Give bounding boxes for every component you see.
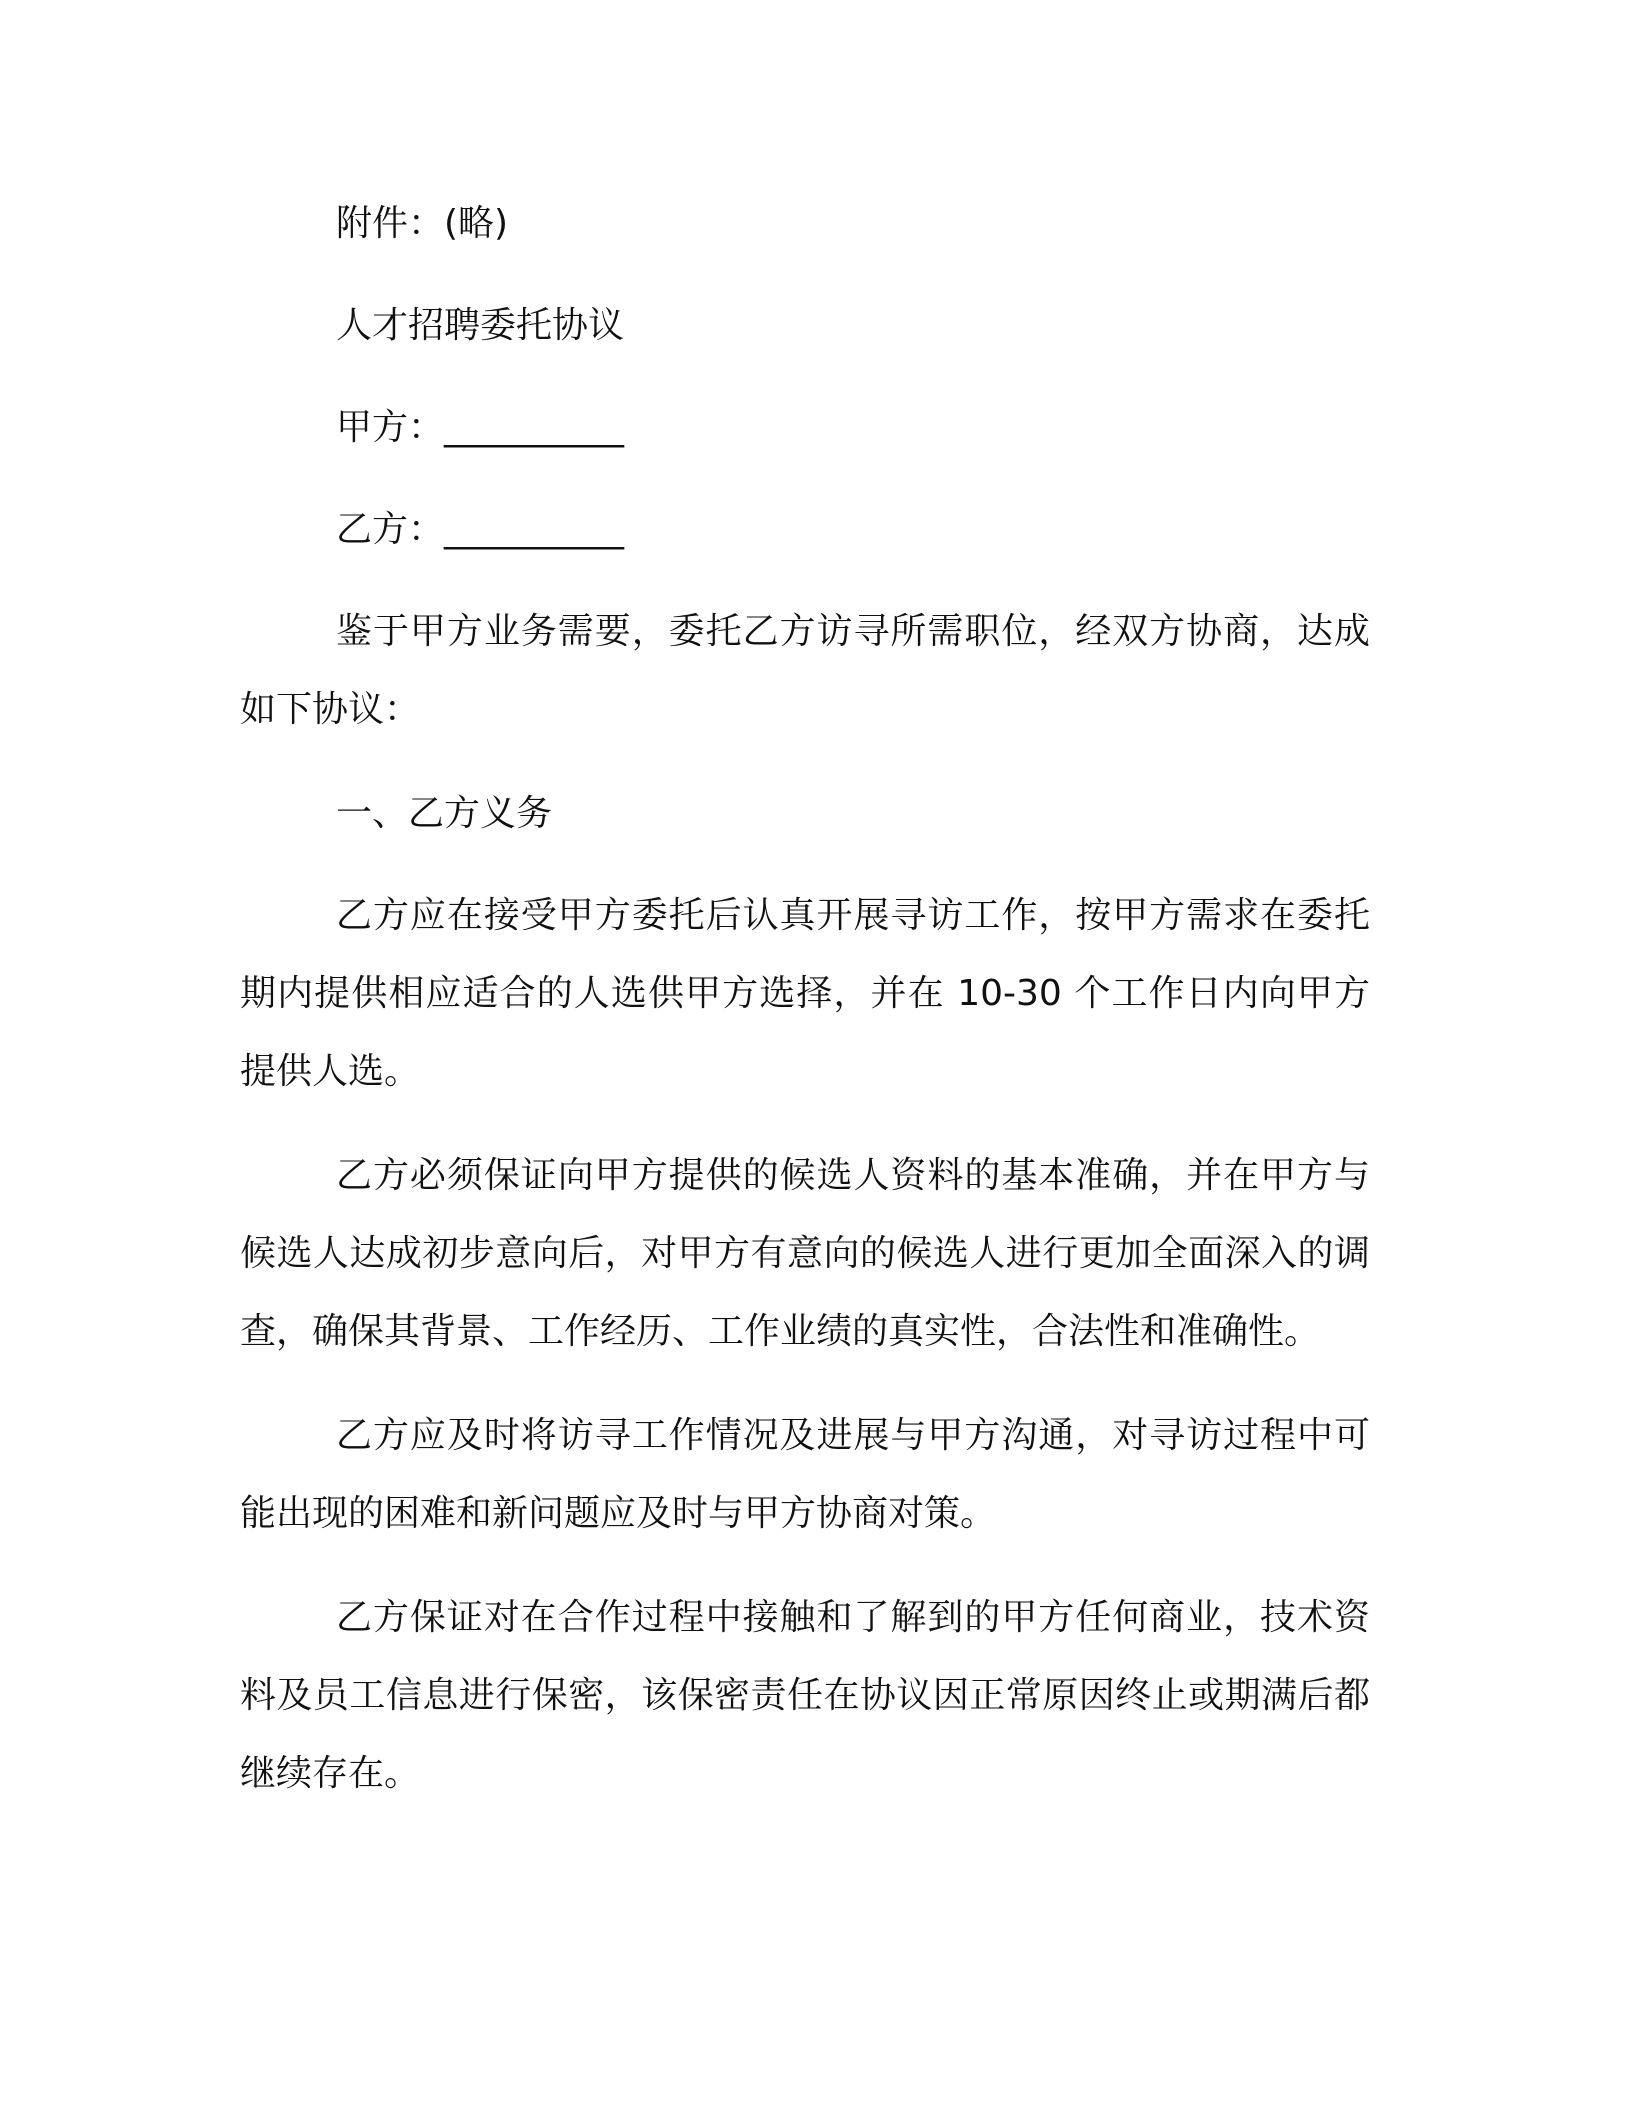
obligation-paragraph-4: 乙方保证对在合作过程中接触和了解到的甲方任何商业，技术资料及员工信息进行保密，该保密责任在协议因正常原因终止或期满后都继续存在。 [240,1597,1370,1794]
party-a-line: 甲方：__________ [336,407,625,448]
attachment-note: 附件：(略) [336,203,509,244]
obligation-paragraph-1: 乙方应在接受甲方委托后认真开展寻访工作，按甲方需求在委托期内提供相应适合的人选供甲方选择，并在 10-30 个工作日内向甲方提供人选。 [240,895,1370,1092]
party-b-line: 乙方：__________ [336,509,625,550]
document-title: 人才招聘委托协议 [336,305,625,346]
obligation-paragraph-2: 乙方必须保证向甲方提供的候选人资料的基本准确，并在甲方与候选人达成初步意向后，对甲方有意向的候选人进行更加全面深入的调查，确保其背景、工作经历、工作业绩的真实性，合法性和准确性。 [240,1155,1370,1352]
obligation-paragraph-3: 乙方应及时将访寻工作情况及进展与甲方沟通，对寻访过程中可能出现的困难和新问题应及时与甲方协商对策。 [240,1415,1370,1534]
document-body [240,185,1370,1839]
section-one-heading: 一、乙方义务 [336,793,553,834]
preamble-paragraph: 鉴于甲方业务需要，委托乙方访寻所需职位，经双方协商，达成如下协议： [240,611,1370,730]
